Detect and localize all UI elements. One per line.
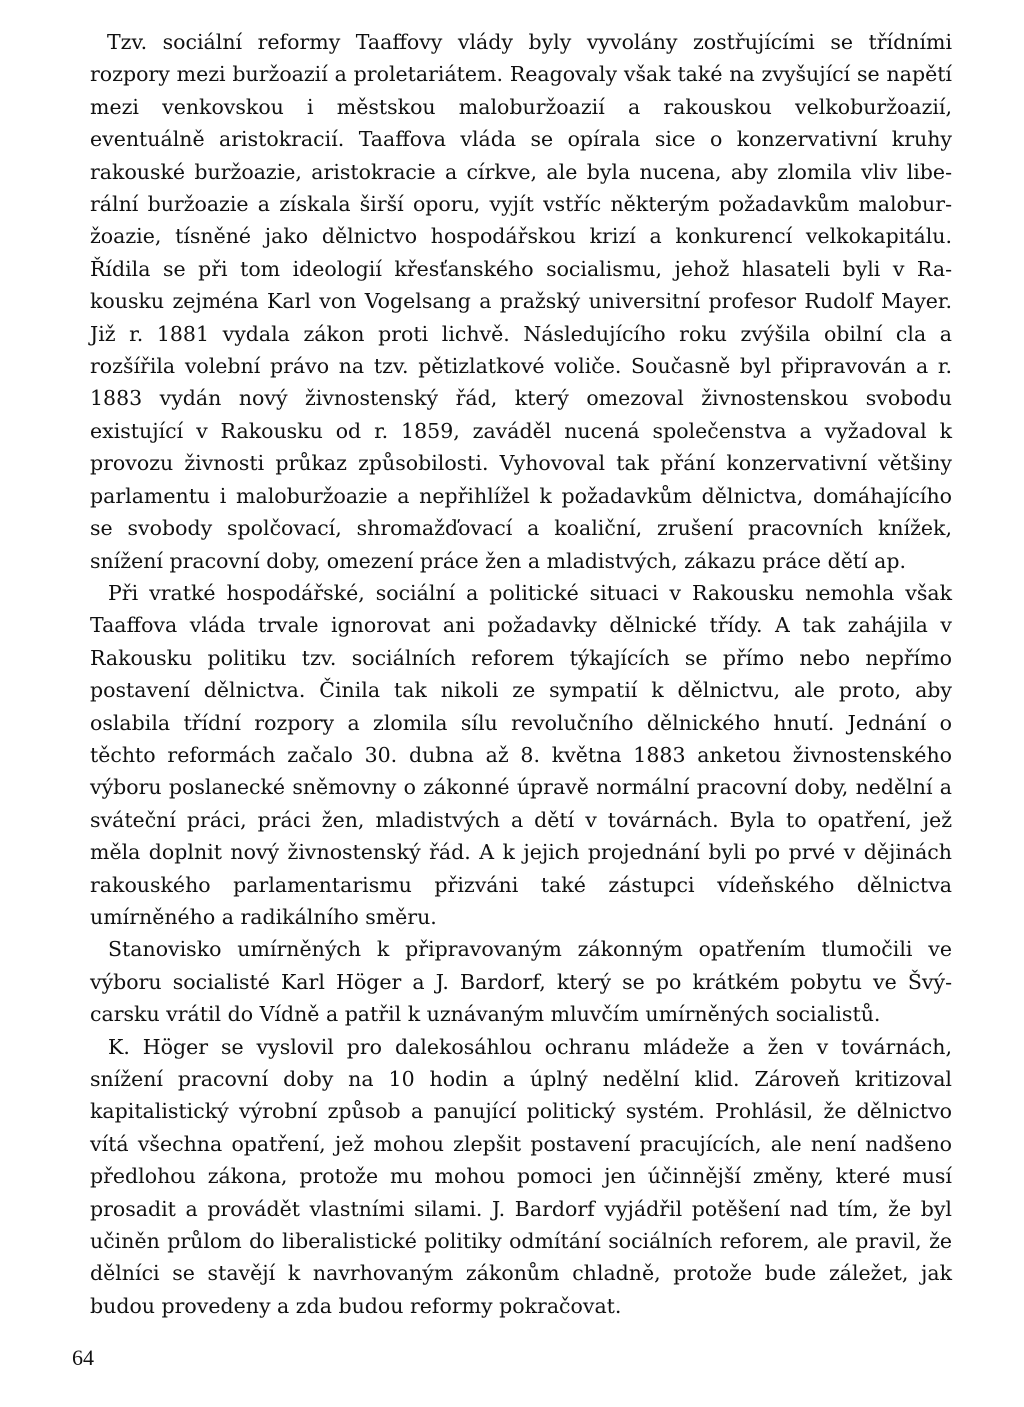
paragraph-3: Stanovisko umírněných k připravovaným zákonným opatřením tlumočili ve výboru socialisté Karl Höger a J. Bardorf, který se po krátkém pobytu ve Švýcarsku vrátil do Vídně a patřil k uznávaným mluvčím umírněných socialistů. (90, 937, 952, 1027)
paragraph-2: Při vratké hospodářské, sociální a politické situaci v Rakousku nemohla však Taaffova vláda trvale ignorovat ani požadavky dělnické třídy. A tak zahájila v Rakousku politiku tzv. sociálních reforem týkajících se přímo nebo nepřímo postavení dělnictva. Činila tak nikoli ze sympatií k dělnictvu, ale proto, aby oslabila třídní rozpory a zlomila sílu revolučního dělnického hnutí. Jednání o těchto reformách začalo 30. dubna až 8. května 1883 anketou živnostenského výboru poslanecké sněmovny o zákonné úpravě normální pracovní doby, nedělní a sváteční práci, práci žen, mladistvých a dětí v továrnách. Byla to opatření, jež měla doplnit nový živnostenský řád. A k jejich projednání byli po prvé v dějinách rakouského parlamentarismu přizváni také zástupci vídeňského dělnictva umírněného a radikálního směru. (90, 580, 952, 929)
paragraph-4: K. Höger se vyslovil pro dalekosáhlou ochranu mládeže a žen v továrnách, snížení pracovní doby na 10 hodin a úplný nedělní klid. Zároveň kritizoval kapitalistický výrobní způsob a panující politický systém. Prohlásil, že dělnictvo vítá všechna opatření, jež mohou zlepšit postavení pracujících, ale není nadšeno předlohou zákona, protože mu mohou pomoci jen účinnější změny, které musí prosadit a provádět vlastními silami. J. Bardorf vyjádřil potěšení nad tím, že byl učiněn průlom do liberalistické politiky odmítání sociálních reforem, ale pravil, že dělníci se stavějí k navrhovaným zákonům chladně, protože bude záležet, jak budou provedeny a zda budou reformy pokračovat. (90, 1034, 952, 1318)
paragraph-1: Tzv. sociální reformy Taaffovy vlády byly vyvolány zostřujícími se třídními rozpory mezi buržoazií a proletariátem. Reagovaly však také na zvyšující se napětí mezi venkovskou i městskou maloburžoazií a rakouskou velkoburžoazií, eventuálně aristokracií. Taaffova vláda se opírala sice o konzervativní kruhy rakouské buržoazie, aristokracie a církve, ale byla nucena, aby zlomila vliv liberální buržoazie a získala širší oporu, vyjít vstříc některým požadavkům maloburžoazie, tísněné jako dělnictvo hospodářskou krizí a konkurencí velkokapitálu. Řídila se při tom ideologií křesťanského socialismu, jehož hlasateli byli v Rakousku zejména Karl von Vogelsang a pražský universitní profesor Rudolf Mayer. Již r. 1881 vydala zákon proti lichvě. Následujícího roku zvýšila obilní cla a rozšířila volební právo na tzv. pětizlatkové voliče. Současně byl připravován a r. 1883 vydán nový živnostenský řád, který omezoval živnostenskou svobodu existující v Rakousku od r. 1859, zaváděl nucená společenstva a vyžadoval k provozu živnosti průkaz způsobilosti. Vyhovoval tak přání konzervativní většiny parlamentu i maloburžoazie a nepřihlížel k požadavkům dělnictva, domáhajícího se svobody spolčovací, shromažďovací a koaliční, zrušení pracovních knížek, snížení pracovní doby, omezení práce žen a mladistvých, zákazu práce dětí ap. (90, 30, 952, 573)
page-body (90, 26, 952, 1322)
page-number: 64 (72, 1345, 94, 1370)
